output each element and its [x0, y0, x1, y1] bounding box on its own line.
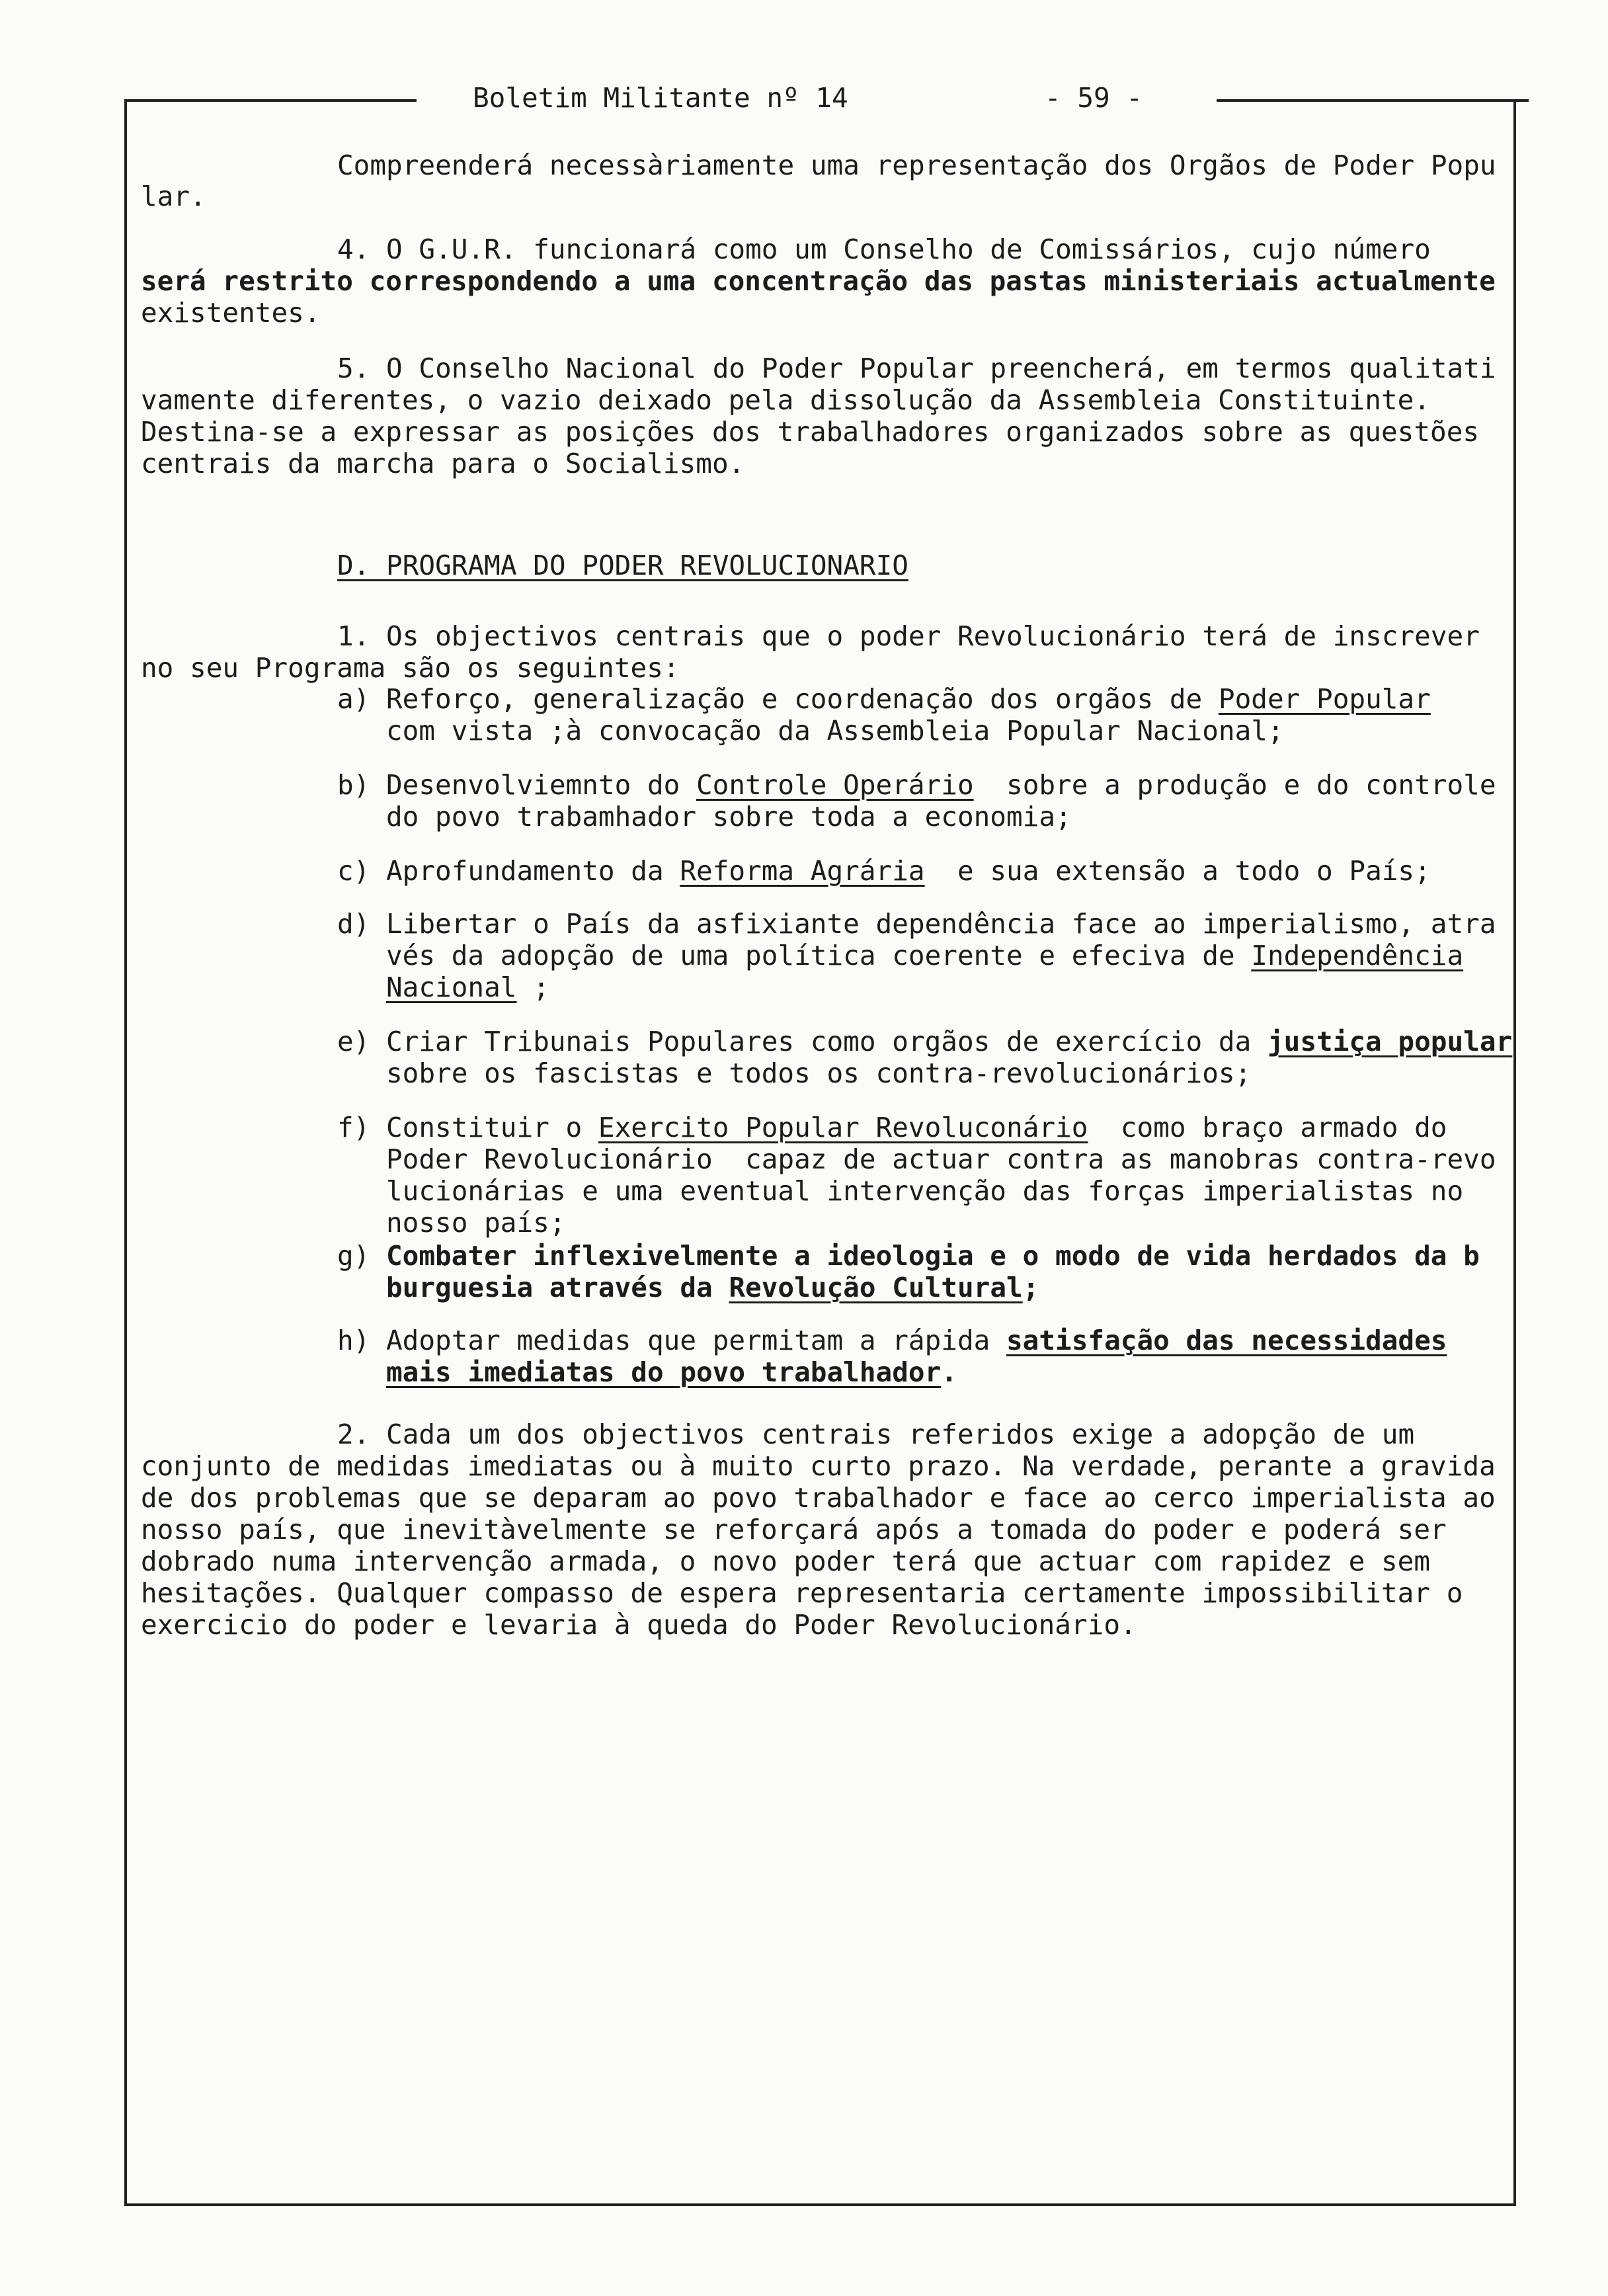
list-item: mais imediatas do povo trabalhador.	[386, 1356, 957, 1388]
list-item: do povo trabamhador sobre toda a economia;	[386, 801, 1072, 833]
paragraph-line: Destina-se a expressar as posições dos trabalhadores organizados sobre as questões	[141, 416, 1480, 448]
paragraph-line: hesitações. Qualquer compasso de espera representaria certamente impossibilitar o	[141, 1577, 1463, 1609]
list-item: Adoptar medidas que permitam a rápida satisfação das necessidades	[386, 1325, 1447, 1356]
paragraph-line: existentes.	[141, 297, 321, 329]
frame-top-left-rule	[124, 99, 417, 102]
frame-bottom-rule	[124, 2203, 1516, 2206]
list-item: burguesia através da Revolução Cultural;	[386, 1272, 1039, 1303]
list-item: Reforço, generalização e coordenação dos orgãos de Poder Popular	[386, 683, 1431, 715]
list-item: nosso país;	[386, 1207, 566, 1239]
paragraph-line: dobrado numa intervenção armada, o novo poder terá que actuar com rapidez e sem	[141, 1545, 1431, 1577]
paragraph-line: exercicio do poder e levaria à queda do Poder Revolucionário.	[141, 1609, 1137, 1641]
paragraph-line: nosso país, que inevitàvelmente se reforçará após a tomada do poder e poderá ser	[141, 1514, 1447, 1545]
list-item-marker: c)	[337, 855, 370, 887]
list-item: Nacional ;	[386, 971, 549, 1003]
bulletin-title: Boletim Militante nº 14	[473, 82, 848, 114]
paragraph-line: 2. Cada um dos objectivos centrais referidos exige a adopção de um	[337, 1418, 1415, 1450]
list-item: Constituir o Exercito Popular Revoluconário como braço armado do	[386, 1112, 1447, 1143]
list-item: Poder Revolucionário capaz de actuar contra as manobras contra-revo	[386, 1143, 1496, 1175]
page-number: - 59 -	[1045, 82, 1143, 114]
frame-right-rule	[1513, 101, 1516, 2205]
paragraph-line: no seu Programa são os seguintes:	[141, 652, 680, 684]
list-item: lucionárias e uma eventual intervenção das forças imperialistas no	[386, 1175, 1464, 1207]
list-item: Combater inflexivelmente a ideologia e o modo de vida herdados da b	[386, 1240, 1480, 1272]
list-item-marker: a)	[337, 683, 370, 715]
paragraph-line: de dos problemas que se deparam ao povo trabalhador e face ao cerco imperialista ao	[141, 1482, 1496, 1514]
list-item-marker: f)	[337, 1112, 370, 1143]
list-item-marker: d)	[337, 908, 370, 940]
section-heading: D. PROGRAMA DO PODER REVOLUCIONARIO	[337, 550, 908, 581]
list-item-marker: g)	[337, 1240, 370, 1272]
list-item: Libertar o País da asfixiante dependência face ao imperialismo, atra	[386, 908, 1496, 940]
list-item-marker: e)	[337, 1026, 370, 1057]
paragraph-line: 1. Os objectivos centrais que o poder Revolucionário terá de inscrever	[337, 620, 1480, 652]
list-item: Aprofundamento da Reforma Agrária e sua extensão a todo o País;	[386, 855, 1431, 887]
paragraph-line: conjunto de medidas imediatas ou à muito curto prazo. Na verdade, perante a gravida	[141, 1450, 1496, 1482]
paragraph-line: será restrito correspondendo a uma concentração das pastas ministeriais actualmente	[141, 265, 1496, 297]
paragraph-line: Compreenderá necessàriamente uma representação dos Orgãos de Poder Popu	[337, 149, 1496, 181]
paragraph-line: lar.	[141, 181, 206, 212]
paragraph-line: centrais da marcha para o Socialismo.	[141, 448, 745, 479]
list-item: Desenvolviemnto do Controle Operário sobre a produção e do controle	[386, 769, 1496, 801]
paragraph-line: 5. O Conselho Nacional do Poder Popular preencherá, em termos qualitati	[337, 352, 1496, 384]
paragraph-line: vamente diferentes, o vazio deixado pela dissolução da Assembleia Constituinte.	[141, 384, 1431, 416]
list-item-marker: b)	[337, 769, 370, 801]
list-item: Criar Tribunais Populares como orgãos de exercício da justiça popular	[386, 1026, 1513, 1057]
list-item-marker: h)	[337, 1325, 370, 1356]
list-item: sobre os fascistas e todos os contra-revolucionários;	[386, 1057, 1252, 1089]
paragraph-line: 4. O G.U.R. funcionará como um Conselho de Comissários, cujo número	[337, 233, 1431, 265]
frame-top-right-rule	[1217, 99, 1529, 102]
list-item: com vista ;à convocação da Assembleia Popular Nacional;	[386, 715, 1284, 747]
frame-left-rule	[124, 101, 127, 2205]
list-item: vés da adopção de uma política coerente e efeciva de Independência	[386, 940, 1464, 971]
